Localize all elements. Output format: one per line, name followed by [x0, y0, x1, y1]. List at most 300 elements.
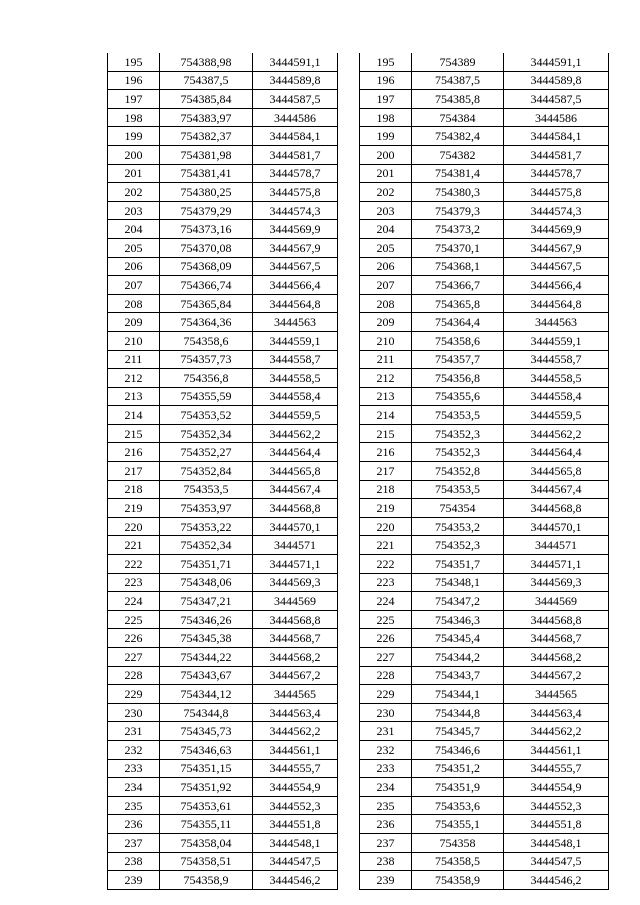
y-coordinate-cell: 3444587,5: [253, 90, 338, 109]
table-row: [360, 555, 609, 574]
y-coordinate-cell: 3444571: [253, 536, 338, 555]
point-number-cell: 205: [360, 238, 412, 257]
y-coordinate-cell: 3444568,8: [253, 610, 338, 629]
y-coordinate-cell: 3444554,9: [504, 778, 609, 797]
table-row: [108, 778, 338, 797]
y-coordinate-cell: 3444554,9: [253, 778, 338, 797]
x-coordinate-cell: 754352,8: [412, 462, 504, 481]
point-number-cell: 212: [360, 369, 412, 388]
table-row: [360, 759, 609, 778]
y-coordinate-cell: 3444565,8: [253, 462, 338, 481]
table-row: [360, 685, 609, 704]
table-row: [108, 71, 338, 90]
y-coordinate-cell: 3444548,1: [504, 833, 609, 852]
table-row: [360, 108, 609, 127]
table-row: [360, 276, 609, 295]
x-coordinate-cell: 754352,34: [160, 536, 253, 555]
y-coordinate-cell: 3444571,1: [504, 555, 609, 574]
table-row: [360, 833, 609, 852]
table-row: [108, 555, 338, 574]
point-number-cell: 201: [360, 164, 412, 183]
point-number-cell: 238: [360, 852, 412, 871]
point-number-cell: 204: [360, 220, 412, 239]
point-number-cell: 219: [108, 499, 160, 518]
table-row: [108, 276, 338, 295]
x-coordinate-cell: 754358,9: [412, 871, 504, 890]
table-row: [108, 833, 338, 852]
x-coordinate-cell: 754344,8: [412, 703, 504, 722]
point-number-cell: 236: [108, 815, 160, 834]
point-number-cell: 200: [360, 145, 412, 164]
y-coordinate-cell: 3444568,7: [504, 629, 609, 648]
table-row: [108, 722, 338, 741]
point-number-cell: 210: [108, 331, 160, 350]
y-coordinate-cell: 3444586: [504, 108, 609, 127]
table-row: [360, 350, 609, 369]
y-coordinate-cell: 3444567,4: [504, 480, 609, 499]
table-row: [360, 406, 609, 425]
point-number-cell: 219: [360, 499, 412, 518]
table-row: [108, 815, 338, 834]
y-coordinate-cell: 3444546,2: [504, 871, 609, 890]
table-row: [108, 127, 338, 146]
table-row: [360, 387, 609, 406]
point-number-cell: 202: [108, 183, 160, 202]
table-row: [108, 796, 338, 815]
y-coordinate-cell: 3444568,8: [504, 610, 609, 629]
y-coordinate-cell: 3444562,2: [253, 424, 338, 443]
table-row: [360, 666, 609, 685]
table-row: [108, 536, 338, 555]
table-row: [108, 238, 338, 257]
y-coordinate-cell: 3444575,8: [504, 183, 609, 202]
y-coordinate-cell: 3444562,2: [253, 722, 338, 741]
y-coordinate-cell: 3444567,9: [504, 238, 609, 257]
point-number-cell: 197: [360, 90, 412, 109]
x-coordinate-cell: 754353,52: [160, 406, 253, 425]
point-number-cell: 217: [108, 462, 160, 481]
x-coordinate-cell: 754368,09: [160, 257, 253, 276]
x-coordinate-cell: 754353,22: [160, 517, 253, 536]
x-coordinate-cell: 754352,27: [160, 443, 253, 462]
table-row: [108, 331, 338, 350]
x-coordinate-cell: 754344,12: [160, 685, 253, 704]
y-coordinate-cell: 3444586: [253, 108, 338, 127]
table-row: [360, 536, 609, 555]
y-coordinate-cell: 3444591,1: [504, 53, 609, 71]
y-coordinate-cell: 3444589,8: [253, 71, 338, 90]
point-number-cell: 226: [108, 629, 160, 648]
table-row: [108, 201, 338, 220]
y-coordinate-cell: 3444568,7: [253, 629, 338, 648]
x-coordinate-cell: 754379,3: [412, 201, 504, 220]
point-number-cell: 201: [108, 164, 160, 183]
table-row: [360, 778, 609, 797]
point-number-cell: 211: [360, 350, 412, 369]
y-coordinate-cell: 3444571,1: [253, 555, 338, 574]
table-row: [360, 331, 609, 350]
y-coordinate-cell: 3444555,7: [253, 759, 338, 778]
y-coordinate-cell: 3444567,2: [253, 666, 338, 685]
x-coordinate-cell: 754366,7: [412, 276, 504, 295]
y-coordinate-cell: 3444564,8: [504, 294, 609, 313]
point-number-cell: 226: [360, 629, 412, 648]
point-number-cell: 218: [108, 480, 160, 499]
y-coordinate-cell: 3444559,5: [253, 406, 338, 425]
coordinates-table-left-body: [108, 53, 338, 889]
y-coordinate-cell: 3444581,7: [504, 145, 609, 164]
y-coordinate-cell: 3444559,5: [504, 406, 609, 425]
point-number-cell: 230: [108, 703, 160, 722]
x-coordinate-cell: 754364,4: [412, 313, 504, 332]
x-coordinate-cell: 754373,2: [412, 220, 504, 239]
y-coordinate-cell: 3444564,8: [253, 294, 338, 313]
point-number-cell: 195: [360, 53, 412, 71]
point-number-cell: 195: [108, 53, 160, 71]
x-coordinate-cell: 754345,7: [412, 722, 504, 741]
point-number-cell: 209: [108, 313, 160, 332]
point-number-cell: 221: [360, 536, 412, 555]
point-number-cell: 222: [108, 555, 160, 574]
point-number-cell: 214: [360, 406, 412, 425]
table-row: [360, 443, 609, 462]
table-row: [360, 183, 609, 202]
table-row: [360, 369, 609, 388]
y-coordinate-cell: 3444574,3: [253, 201, 338, 220]
x-coordinate-cell: 754351,15: [160, 759, 253, 778]
point-number-cell: 228: [108, 666, 160, 685]
x-coordinate-cell: 754355,59: [160, 387, 253, 406]
x-coordinate-cell: 754353,2: [412, 517, 504, 536]
y-coordinate-cell: 3444584,1: [253, 127, 338, 146]
point-number-cell: 233: [108, 759, 160, 778]
x-coordinate-cell: 754352,34: [160, 424, 253, 443]
y-coordinate-cell: 3444578,7: [504, 164, 609, 183]
y-coordinate-cell: 3444570,1: [253, 517, 338, 536]
point-number-cell: 197: [108, 90, 160, 109]
point-number-cell: 222: [360, 555, 412, 574]
x-coordinate-cell: 754388,98: [160, 53, 253, 71]
point-number-cell: 200: [108, 145, 160, 164]
x-coordinate-cell: 754358,6: [160, 331, 253, 350]
point-number-cell: 204: [108, 220, 160, 239]
x-coordinate-cell: 754356,8: [160, 369, 253, 388]
y-coordinate-cell: 3444569: [253, 592, 338, 611]
table-row: [360, 313, 609, 332]
y-coordinate-cell: 3444558,7: [253, 350, 338, 369]
point-number-cell: 206: [360, 257, 412, 276]
point-number-cell: 238: [108, 852, 160, 871]
y-coordinate-cell: 3444562,2: [504, 424, 609, 443]
point-number-cell: 236: [360, 815, 412, 834]
point-number-cell: 217: [360, 462, 412, 481]
x-coordinate-cell: 754351,71: [160, 555, 253, 574]
point-number-cell: 228: [360, 666, 412, 685]
x-coordinate-cell: 754385,8: [412, 90, 504, 109]
y-coordinate-cell: 3444563: [253, 313, 338, 332]
point-number-cell: 213: [108, 387, 160, 406]
point-number-cell: 239: [360, 871, 412, 890]
y-coordinate-cell: 3444569,9: [504, 220, 609, 239]
y-coordinate-cell: 3444591,1: [253, 53, 338, 71]
point-number-cell: 237: [108, 833, 160, 852]
x-coordinate-cell: 754358,5: [412, 852, 504, 871]
point-number-cell: 224: [360, 592, 412, 611]
y-coordinate-cell: 3444562,2: [504, 722, 609, 741]
table-row: [108, 53, 338, 71]
table-row: [108, 164, 338, 183]
x-coordinate-cell: 754348,06: [160, 573, 253, 592]
x-coordinate-cell: 754345,38: [160, 629, 253, 648]
table-row: [108, 480, 338, 499]
table-row: [108, 220, 338, 239]
x-coordinate-cell: 754344,22: [160, 648, 253, 667]
x-coordinate-cell: 754379,29: [160, 201, 253, 220]
y-coordinate-cell: 3444563,4: [504, 703, 609, 722]
x-coordinate-cell: 754352,3: [412, 424, 504, 443]
point-number-cell: 227: [360, 648, 412, 667]
table-row: [360, 815, 609, 834]
point-number-cell: 232: [360, 740, 412, 759]
table-row: [360, 201, 609, 220]
y-coordinate-cell: 3444569,9: [253, 220, 338, 239]
x-coordinate-cell: 754357,73: [160, 350, 253, 369]
x-coordinate-cell: 754358,6: [412, 331, 504, 350]
x-coordinate-cell: 754353,5: [412, 406, 504, 425]
point-number-cell: 213: [360, 387, 412, 406]
table-row: [360, 573, 609, 592]
point-number-cell: 211: [108, 350, 160, 369]
y-coordinate-cell: 3444571: [504, 536, 609, 555]
y-coordinate-cell: 3444569: [504, 592, 609, 611]
x-coordinate-cell: 754366,74: [160, 276, 253, 295]
x-coordinate-cell: 754346,6: [412, 740, 504, 759]
point-number-cell: 212: [108, 369, 160, 388]
table-row: [108, 499, 338, 518]
x-coordinate-cell: 754373,16: [160, 220, 253, 239]
x-coordinate-cell: 754351,7: [412, 555, 504, 574]
table-row: [360, 610, 609, 629]
table-row: [108, 145, 338, 164]
table-row: [360, 257, 609, 276]
x-coordinate-cell: 754381,4: [412, 164, 504, 183]
table-row: [360, 499, 609, 518]
x-coordinate-cell: 754380,25: [160, 183, 253, 202]
x-coordinate-cell: 754355,6: [412, 387, 504, 406]
point-number-cell: 231: [360, 722, 412, 741]
x-coordinate-cell: 754387,5: [412, 71, 504, 90]
y-coordinate-cell: 3444548,1: [253, 833, 338, 852]
table-row: [108, 369, 338, 388]
point-number-cell: 206: [108, 257, 160, 276]
y-coordinate-cell: 3444558,4: [253, 387, 338, 406]
y-coordinate-cell: 3444581,7: [253, 145, 338, 164]
y-coordinate-cell: 3444561,1: [253, 740, 338, 759]
point-number-cell: 227: [108, 648, 160, 667]
point-number-cell: 216: [360, 443, 412, 462]
x-coordinate-cell: 754352,3: [412, 536, 504, 555]
x-coordinate-cell: 754346,63: [160, 740, 253, 759]
x-coordinate-cell: 754353,5: [160, 480, 253, 499]
point-number-cell: 221: [108, 536, 160, 555]
point-number-cell: 234: [108, 778, 160, 797]
x-coordinate-cell: 754353,6: [412, 796, 504, 815]
x-coordinate-cell: 754353,97: [160, 499, 253, 518]
x-coordinate-cell: 754345,4: [412, 629, 504, 648]
x-coordinate-cell: 754355,1: [412, 815, 504, 834]
point-number-cell: 220: [108, 517, 160, 536]
table-row: [360, 629, 609, 648]
y-coordinate-cell: 3444552,3: [253, 796, 338, 815]
table-row: [108, 666, 338, 685]
x-coordinate-cell: 754384: [412, 108, 504, 127]
point-number-cell: 208: [108, 294, 160, 313]
x-coordinate-cell: 754354: [412, 499, 504, 518]
table-row: [108, 90, 338, 109]
table-row: [108, 406, 338, 425]
x-coordinate-cell: 754344,8: [160, 703, 253, 722]
y-coordinate-cell: 3444564,4: [504, 443, 609, 462]
table-row: [360, 90, 609, 109]
x-coordinate-cell: 754368,1: [412, 257, 504, 276]
table-row: [360, 648, 609, 667]
y-coordinate-cell: 3444584,1: [504, 127, 609, 146]
y-coordinate-cell: 3444574,3: [504, 201, 609, 220]
y-coordinate-cell: 3444578,7: [253, 164, 338, 183]
table-row: [108, 740, 338, 759]
point-number-cell: 209: [360, 313, 412, 332]
table-row: [108, 703, 338, 722]
point-number-cell: 232: [108, 740, 160, 759]
coordinates-table-left: [107, 53, 338, 890]
table-row: [108, 313, 338, 332]
x-coordinate-cell: 754389: [412, 53, 504, 71]
table-row: [108, 462, 338, 481]
point-number-cell: 210: [360, 331, 412, 350]
x-coordinate-cell: 754344,2: [412, 648, 504, 667]
point-number-cell: 234: [360, 778, 412, 797]
point-number-cell: 215: [360, 424, 412, 443]
point-number-cell: 208: [360, 294, 412, 313]
y-coordinate-cell: 3444565: [504, 685, 609, 704]
coordinates-table-right-body: [360, 53, 609, 889]
y-coordinate-cell: 3444558,5: [504, 369, 609, 388]
point-number-cell: 223: [360, 573, 412, 592]
x-coordinate-cell: 754346,3: [412, 610, 504, 629]
table-row: [108, 871, 338, 890]
y-coordinate-cell: 3444568,2: [504, 648, 609, 667]
point-number-cell: 235: [108, 796, 160, 815]
y-coordinate-cell: 3444563,4: [253, 703, 338, 722]
point-number-cell: 233: [360, 759, 412, 778]
y-coordinate-cell: 3444547,5: [253, 852, 338, 871]
x-coordinate-cell: 754365,8: [412, 294, 504, 313]
y-coordinate-cell: 3444558,4: [504, 387, 609, 406]
x-coordinate-cell: 754352,84: [160, 462, 253, 481]
point-number-cell: 203: [360, 201, 412, 220]
table-row: [108, 443, 338, 462]
y-coordinate-cell: 3444568,8: [253, 499, 338, 518]
point-number-cell: 207: [360, 276, 412, 295]
coordinates-table-right: [359, 53, 609, 890]
table-row: [108, 759, 338, 778]
y-coordinate-cell: 3444567,5: [253, 257, 338, 276]
point-number-cell: 237: [360, 833, 412, 852]
x-coordinate-cell: 754346,26: [160, 610, 253, 629]
table-row: [360, 871, 609, 890]
x-coordinate-cell: 754343,7: [412, 666, 504, 685]
y-coordinate-cell: 3444567,4: [253, 480, 338, 499]
y-coordinate-cell: 3444552,3: [504, 796, 609, 815]
table-row: [108, 108, 338, 127]
point-number-cell: 207: [108, 276, 160, 295]
point-number-cell: 198: [360, 108, 412, 127]
y-coordinate-cell: 3444567,2: [504, 666, 609, 685]
table-row: [360, 796, 609, 815]
x-coordinate-cell: 754381,98: [160, 145, 253, 164]
point-number-cell: 239: [108, 871, 160, 890]
y-coordinate-cell: 3444565: [253, 685, 338, 704]
point-number-cell: 235: [360, 796, 412, 815]
table-row: [360, 145, 609, 164]
table-row: [108, 685, 338, 704]
point-number-cell: 231: [108, 722, 160, 741]
y-coordinate-cell: 3444551,8: [253, 815, 338, 834]
table-row: [108, 573, 338, 592]
table-row: [360, 294, 609, 313]
point-number-cell: 225: [108, 610, 160, 629]
y-coordinate-cell: 3444558,7: [504, 350, 609, 369]
table-row: [360, 517, 609, 536]
y-coordinate-cell: 3444570,1: [504, 517, 609, 536]
y-coordinate-cell: 3444569,3: [253, 573, 338, 592]
table-row: [360, 127, 609, 146]
x-coordinate-cell: 754365,84: [160, 294, 253, 313]
point-number-cell: 198: [108, 108, 160, 127]
point-number-cell: 214: [108, 406, 160, 425]
y-coordinate-cell: 3444564,4: [253, 443, 338, 462]
x-coordinate-cell: 754370,08: [160, 238, 253, 257]
x-coordinate-cell: 754382,4: [412, 127, 504, 146]
table-row: [360, 462, 609, 481]
y-coordinate-cell: 3444547,5: [504, 852, 609, 871]
point-number-cell: 215: [108, 424, 160, 443]
point-number-cell: 196: [108, 71, 160, 90]
x-coordinate-cell: 754347,2: [412, 592, 504, 611]
x-coordinate-cell: 754381,41: [160, 164, 253, 183]
table-row: [360, 164, 609, 183]
point-number-cell: 230: [360, 703, 412, 722]
point-number-cell: 199: [108, 127, 160, 146]
x-coordinate-cell: 754351,92: [160, 778, 253, 797]
x-coordinate-cell: 754358,04: [160, 833, 253, 852]
x-coordinate-cell: 754353,61: [160, 796, 253, 815]
point-number-cell: 218: [360, 480, 412, 499]
table-row: [360, 238, 609, 257]
point-number-cell: 229: [108, 685, 160, 704]
y-coordinate-cell: 3444589,8: [504, 71, 609, 90]
table-row: [360, 424, 609, 443]
y-coordinate-cell: 3444587,5: [504, 90, 609, 109]
y-coordinate-cell: 3444559,1: [504, 331, 609, 350]
x-coordinate-cell: 754382,37: [160, 127, 253, 146]
x-coordinate-cell: 754355,11: [160, 815, 253, 834]
table-row: [360, 722, 609, 741]
point-number-cell: 223: [108, 573, 160, 592]
x-coordinate-cell: 754344,1: [412, 685, 504, 704]
table-row: [360, 852, 609, 871]
y-coordinate-cell: 3444567,9: [253, 238, 338, 257]
